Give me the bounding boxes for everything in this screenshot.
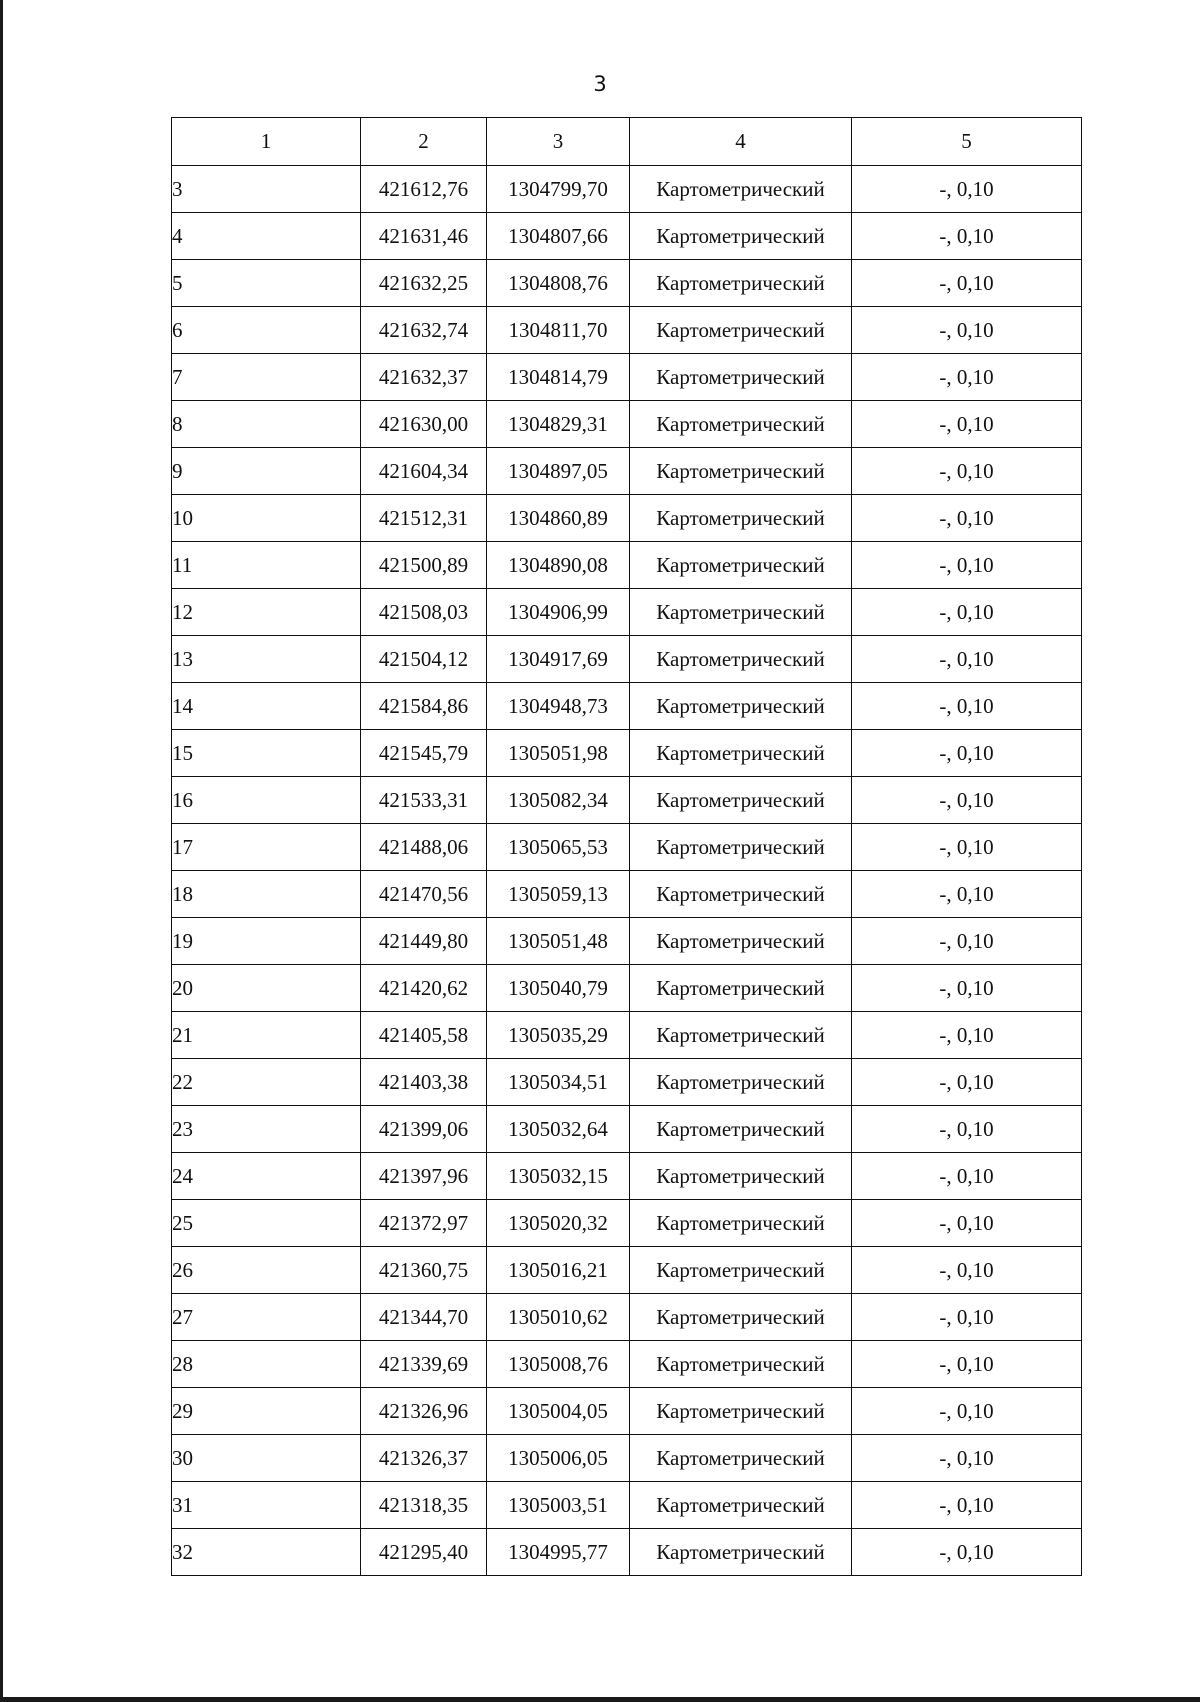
accuracy-cell: -, 0,10 xyxy=(852,401,1082,448)
method-cell: Картометрический xyxy=(630,1200,852,1247)
method-cell: Картометрический xyxy=(630,213,852,260)
x-coordinate-cell: 421508,03 xyxy=(361,589,487,636)
x-coordinate-cell: 421326,37 xyxy=(361,1435,487,1482)
point-number-cell: 8 xyxy=(172,401,361,448)
point-number-cell: 16 xyxy=(172,777,361,824)
y-coordinate-cell: 1305004,05 xyxy=(487,1388,630,1435)
accuracy-cell: -, 0,10 xyxy=(852,1294,1082,1341)
method-cell: Картометрический xyxy=(630,1529,852,1576)
table-header-row xyxy=(172,118,1082,166)
y-coordinate-cell: 1305008,76 xyxy=(487,1341,630,1388)
y-coordinate-cell: 1305016,21 xyxy=(487,1247,630,1294)
method-cell: Картометрический xyxy=(630,1294,852,1341)
point-number-cell: 26 xyxy=(172,1247,361,1294)
method-cell: Картометрический xyxy=(630,1435,852,1482)
method-cell: Картометрический xyxy=(630,1059,852,1106)
table-row xyxy=(172,636,1082,683)
y-coordinate-cell: 1304814,79 xyxy=(487,354,630,401)
y-coordinate-cell: 1304917,69 xyxy=(487,636,630,683)
table-row xyxy=(172,1247,1082,1294)
x-coordinate-cell: 421631,46 xyxy=(361,213,487,260)
accuracy-cell: -, 0,10 xyxy=(852,1200,1082,1247)
x-coordinate-cell: 421403,38 xyxy=(361,1059,487,1106)
point-number-cell: 21 xyxy=(172,1012,361,1059)
table-row xyxy=(172,542,1082,589)
table-row xyxy=(172,730,1082,777)
accuracy-cell: -, 0,10 xyxy=(852,542,1082,589)
point-number-cell: 20 xyxy=(172,965,361,1012)
method-cell: Картометрический xyxy=(630,260,852,307)
x-coordinate-cell: 421630,00 xyxy=(361,401,487,448)
table-body xyxy=(172,166,1082,1576)
x-coordinate-cell: 421512,31 xyxy=(361,495,487,542)
method-cell: Картометрический xyxy=(630,401,852,448)
column-header-1: 1 xyxy=(172,118,361,166)
x-coordinate-cell: 421632,25 xyxy=(361,260,487,307)
method-cell: Картометрический xyxy=(630,683,852,730)
point-number-cell: 11 xyxy=(172,542,361,589)
accuracy-cell: -, 0,10 xyxy=(852,824,1082,871)
table-row xyxy=(172,401,1082,448)
y-coordinate-cell: 1305082,34 xyxy=(487,777,630,824)
table-row xyxy=(172,1482,1082,1529)
x-coordinate-cell: 421488,06 xyxy=(361,824,487,871)
table-row xyxy=(172,495,1082,542)
x-coordinate-cell: 421504,12 xyxy=(361,636,487,683)
point-number-cell: 23 xyxy=(172,1106,361,1153)
method-cell: Картометрический xyxy=(630,448,852,495)
accuracy-cell: -, 0,10 xyxy=(852,1153,1082,1200)
x-coordinate-cell: 421420,62 xyxy=(361,965,487,1012)
method-cell: Картометрический xyxy=(630,166,852,213)
table-row xyxy=(172,871,1082,918)
method-cell: Картометрический xyxy=(630,1106,852,1153)
accuracy-cell: -, 0,10 xyxy=(852,1059,1082,1106)
point-number-cell: 30 xyxy=(172,1435,361,1482)
point-number-cell: 3 xyxy=(172,166,361,213)
coordinates-table xyxy=(171,117,1082,1576)
table-row xyxy=(172,213,1082,260)
method-cell: Картометрический xyxy=(630,824,852,871)
table-row xyxy=(172,1388,1082,1435)
y-coordinate-cell: 1304799,70 xyxy=(487,166,630,213)
method-cell: Картометрический xyxy=(630,1482,852,1529)
accuracy-cell: -, 0,10 xyxy=(852,448,1082,495)
accuracy-cell: -, 0,10 xyxy=(852,683,1082,730)
accuracy-cell: -, 0,10 xyxy=(852,636,1082,683)
y-coordinate-cell: 1304890,08 xyxy=(487,542,630,589)
x-coordinate-cell: 421449,80 xyxy=(361,918,487,965)
x-coordinate-cell: 421470,56 xyxy=(361,871,487,918)
point-number-cell: 5 xyxy=(172,260,361,307)
method-cell: Картометрический xyxy=(630,589,852,636)
accuracy-cell: -, 0,10 xyxy=(852,589,1082,636)
column-header-2: 2 xyxy=(361,118,487,166)
y-coordinate-cell: 1305040,79 xyxy=(487,965,630,1012)
table-row xyxy=(172,1106,1082,1153)
accuracy-cell: -, 0,10 xyxy=(852,1482,1082,1529)
accuracy-cell: -, 0,10 xyxy=(852,1247,1082,1294)
method-cell: Картометрический xyxy=(630,777,852,824)
y-coordinate-cell: 1304906,99 xyxy=(487,589,630,636)
y-coordinate-cell: 1305032,15 xyxy=(487,1153,630,1200)
y-coordinate-cell: 1304897,05 xyxy=(487,448,630,495)
accuracy-cell: -, 0,10 xyxy=(852,1341,1082,1388)
page-number: 3 xyxy=(593,72,607,96)
y-coordinate-cell: 1305034,51 xyxy=(487,1059,630,1106)
accuracy-cell: -, 0,10 xyxy=(852,1012,1082,1059)
accuracy-cell: -, 0,10 xyxy=(852,260,1082,307)
accuracy-cell: -, 0,10 xyxy=(852,354,1082,401)
accuracy-cell: -, 0,10 xyxy=(852,307,1082,354)
method-cell: Картометрический xyxy=(630,965,852,1012)
x-coordinate-cell: 421344,70 xyxy=(361,1294,487,1341)
method-cell: Картометрический xyxy=(630,307,852,354)
y-coordinate-cell: 1304807,66 xyxy=(487,213,630,260)
x-coordinate-cell: 421604,34 xyxy=(361,448,487,495)
x-coordinate-cell: 421318,35 xyxy=(361,1482,487,1529)
x-coordinate-cell: 421533,31 xyxy=(361,777,487,824)
accuracy-cell: -, 0,10 xyxy=(852,730,1082,777)
method-cell: Картометрический xyxy=(630,542,852,589)
accuracy-cell: -, 0,10 xyxy=(852,965,1082,1012)
x-coordinate-cell: 421405,58 xyxy=(361,1012,487,1059)
method-cell: Картометрический xyxy=(630,1247,852,1294)
x-coordinate-cell: 421632,74 xyxy=(361,307,487,354)
method-cell: Картометрический xyxy=(630,1341,852,1388)
table-row xyxy=(172,777,1082,824)
table-row xyxy=(172,1294,1082,1341)
point-number-cell: 24 xyxy=(172,1153,361,1200)
table-row xyxy=(172,260,1082,307)
y-coordinate-cell: 1304948,73 xyxy=(487,683,630,730)
point-number-cell: 27 xyxy=(172,1294,361,1341)
accuracy-cell: -, 0,10 xyxy=(852,777,1082,824)
method-cell: Картометрический xyxy=(630,918,852,965)
point-number-cell: 7 xyxy=(172,354,361,401)
point-number-cell: 32 xyxy=(172,1529,361,1576)
y-coordinate-cell: 1305010,62 xyxy=(487,1294,630,1341)
y-coordinate-cell: 1304808,76 xyxy=(487,260,630,307)
y-coordinate-cell: 1305051,98 xyxy=(487,730,630,777)
table-row xyxy=(172,1012,1082,1059)
point-number-cell: 12 xyxy=(172,589,361,636)
method-cell: Картометрический xyxy=(630,354,852,401)
point-number-cell: 25 xyxy=(172,1200,361,1247)
point-number-cell: 14 xyxy=(172,683,361,730)
y-coordinate-cell: 1305020,32 xyxy=(487,1200,630,1247)
accuracy-cell: -, 0,10 xyxy=(852,918,1082,965)
y-coordinate-cell: 1304860,89 xyxy=(487,495,630,542)
table-row xyxy=(172,683,1082,730)
table-row xyxy=(172,1435,1082,1482)
table-row xyxy=(172,1341,1082,1388)
x-coordinate-cell: 421326,96 xyxy=(361,1388,487,1435)
point-number-cell: 22 xyxy=(172,1059,361,1106)
x-coordinate-cell: 421372,97 xyxy=(361,1200,487,1247)
method-cell: Картометрический xyxy=(630,1012,852,1059)
accuracy-cell: -, 0,10 xyxy=(852,871,1082,918)
table-row xyxy=(172,824,1082,871)
method-cell: Картометрический xyxy=(630,871,852,918)
y-coordinate-cell: 1304995,77 xyxy=(487,1529,630,1576)
x-coordinate-cell: 421360,75 xyxy=(361,1247,487,1294)
point-number-cell: 13 xyxy=(172,636,361,683)
scan-edge-left xyxy=(0,0,3,1702)
x-coordinate-cell: 421397,96 xyxy=(361,1153,487,1200)
table-row xyxy=(172,448,1082,495)
accuracy-cell: -, 0,10 xyxy=(852,495,1082,542)
method-cell: Картометрический xyxy=(630,636,852,683)
point-number-cell: 15 xyxy=(172,730,361,777)
table-row xyxy=(172,166,1082,213)
column-header-5: 5 xyxy=(852,118,1082,166)
point-number-cell: 19 xyxy=(172,918,361,965)
x-coordinate-cell: 421632,37 xyxy=(361,354,487,401)
y-coordinate-cell: 1305065,53 xyxy=(487,824,630,871)
accuracy-cell: -, 0,10 xyxy=(852,213,1082,260)
accuracy-cell: -, 0,10 xyxy=(852,1388,1082,1435)
accuracy-cell: -, 0,10 xyxy=(852,1529,1082,1576)
x-coordinate-cell: 421584,86 xyxy=(361,683,487,730)
accuracy-cell: -, 0,10 xyxy=(852,1435,1082,1482)
point-number-cell: 17 xyxy=(172,824,361,871)
y-coordinate-cell: 1305006,05 xyxy=(487,1435,630,1482)
y-coordinate-cell: 1305032,64 xyxy=(487,1106,630,1153)
x-coordinate-cell: 421545,79 xyxy=(361,730,487,777)
point-number-cell: 31 xyxy=(172,1482,361,1529)
table-row xyxy=(172,1153,1082,1200)
y-coordinate-cell: 1305051,48 xyxy=(487,918,630,965)
accuracy-cell: -, 0,10 xyxy=(852,166,1082,213)
y-coordinate-cell: 1305035,29 xyxy=(487,1012,630,1059)
point-number-cell: 9 xyxy=(172,448,361,495)
table-row xyxy=(172,307,1082,354)
x-coordinate-cell: 421295,40 xyxy=(361,1529,487,1576)
column-header-4: 4 xyxy=(630,118,852,166)
accuracy-cell: -, 0,10 xyxy=(852,1106,1082,1153)
table-row xyxy=(172,1059,1082,1106)
point-number-cell: 29 xyxy=(172,1388,361,1435)
column-header-3: 3 xyxy=(487,118,630,166)
point-number-cell: 6 xyxy=(172,307,361,354)
y-coordinate-cell: 1304811,70 xyxy=(487,307,630,354)
method-cell: Картометрический xyxy=(630,730,852,777)
x-coordinate-cell: 421399,06 xyxy=(361,1106,487,1153)
method-cell: Картометрический xyxy=(630,1388,852,1435)
table-row xyxy=(172,1200,1082,1247)
y-coordinate-cell: 1304829,31 xyxy=(487,401,630,448)
table-row xyxy=(172,1529,1082,1576)
y-coordinate-cell: 1305003,51 xyxy=(487,1482,630,1529)
x-coordinate-cell: 421612,76 xyxy=(361,166,487,213)
method-cell: Картометрический xyxy=(630,1153,852,1200)
x-coordinate-cell: 421339,69 xyxy=(361,1341,487,1388)
point-number-cell: 10 xyxy=(172,495,361,542)
x-coordinate-cell: 421500,89 xyxy=(361,542,487,589)
y-coordinate-cell: 1305059,13 xyxy=(487,871,630,918)
table-row xyxy=(172,354,1082,401)
table-row xyxy=(172,918,1082,965)
table-row xyxy=(172,589,1082,636)
point-number-cell: 4 xyxy=(172,213,361,260)
table-row xyxy=(172,965,1082,1012)
scan-edge-bottom xyxy=(0,1697,1200,1702)
point-number-cell: 28 xyxy=(172,1341,361,1388)
point-number-cell: 18 xyxy=(172,871,361,918)
method-cell: Картометрический xyxy=(630,495,852,542)
